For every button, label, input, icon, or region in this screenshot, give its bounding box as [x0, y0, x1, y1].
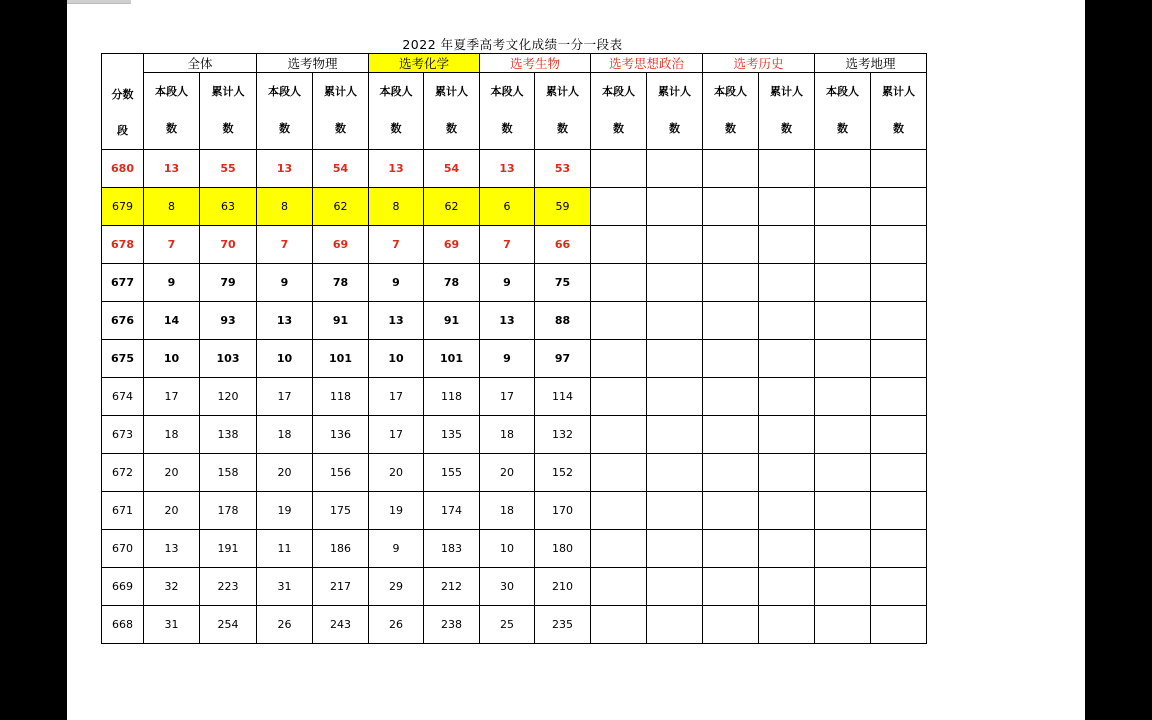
count-cell: 8 — [144, 188, 200, 226]
count-cell: 20 — [257, 454, 313, 492]
column-header-segment-count — [703, 73, 759, 150]
count-cell: 13 — [257, 150, 313, 188]
count-cell: 243 — [313, 606, 369, 644]
column-header-text: 数 — [725, 122, 736, 135]
count-cell — [591, 568, 647, 606]
page-corner-tab — [67, 0, 131, 4]
count-cell — [647, 226, 703, 264]
count-cell: 7 — [257, 226, 313, 264]
table-row — [102, 226, 927, 264]
count-cell — [871, 492, 927, 530]
score-cell: 677 — [102, 264, 144, 302]
count-cell — [647, 378, 703, 416]
count-cell — [871, 226, 927, 264]
column-header-segment-count — [480, 73, 535, 150]
column-header-text: 累计人 — [435, 85, 468, 98]
table-row — [102, 378, 927, 416]
count-cell: 186 — [313, 530, 369, 568]
count-cell — [591, 340, 647, 378]
count-cell: 54 — [313, 150, 369, 188]
count-cell — [703, 568, 759, 606]
column-header-text: 累计人 — [882, 85, 915, 98]
count-cell: 30 — [480, 568, 535, 606]
count-cell — [591, 378, 647, 416]
count-cell — [591, 492, 647, 530]
score-cell: 672 — [102, 454, 144, 492]
column-header-text: 数 — [279, 122, 290, 135]
count-cell: 136 — [313, 416, 369, 454]
count-cell: 183 — [424, 530, 480, 568]
score-cell: 670 — [102, 530, 144, 568]
column-header-text: 数 — [613, 122, 624, 135]
count-cell: 20 — [144, 492, 200, 530]
count-cell — [759, 340, 815, 378]
count-cell — [591, 150, 647, 188]
count-cell — [871, 416, 927, 454]
score-cell: 669 — [102, 568, 144, 606]
count-cell: 132 — [535, 416, 591, 454]
column-header-row — [102, 73, 927, 150]
count-cell: 88 — [535, 302, 591, 340]
count-cell — [703, 150, 759, 188]
count-cell — [871, 454, 927, 492]
count-cell: 7 — [480, 226, 535, 264]
count-cell: 8 — [257, 188, 313, 226]
count-cell: 13 — [369, 302, 424, 340]
count-cell — [759, 302, 815, 340]
document-title: 2022 年夏季高考文化成绩一分一段表 — [402, 37, 623, 52]
count-cell — [815, 302, 871, 340]
count-cell: 63 — [200, 188, 257, 226]
count-cell: 26 — [257, 606, 313, 644]
count-cell: 170 — [535, 492, 591, 530]
column-header-cumulative-count — [200, 73, 257, 150]
count-cell: 13 — [144, 530, 200, 568]
count-cell: 10 — [480, 530, 535, 568]
score-cell: 678 — [102, 226, 144, 264]
count-cell: 103 — [200, 340, 257, 378]
count-cell: 135 — [424, 416, 480, 454]
count-cell: 9 — [480, 340, 535, 378]
column-header-text: 数 — [390, 122, 402, 135]
count-cell — [647, 188, 703, 226]
count-cell — [647, 454, 703, 492]
count-cell: 8 — [369, 188, 424, 226]
count-cell: 17 — [480, 378, 535, 416]
score-cell: 679 — [102, 188, 144, 226]
score-cell: 674 — [102, 378, 144, 416]
table-row — [102, 416, 927, 454]
count-cell — [591, 416, 647, 454]
count-cell: 178 — [200, 492, 257, 530]
column-header-text: 累计人 — [211, 85, 245, 98]
count-cell — [647, 150, 703, 188]
subject-header-row — [102, 54, 927, 73]
count-cell — [591, 530, 647, 568]
count-cell — [591, 606, 647, 644]
count-cell: 93 — [200, 302, 257, 340]
count-cell: 235 — [535, 606, 591, 644]
count-cell — [871, 188, 927, 226]
score-cell: 671 — [102, 492, 144, 530]
column-header-cumulative-count — [871, 73, 927, 150]
column-header-cumulative-count — [535, 73, 591, 150]
subject-header-chemistry: 选考化学 — [369, 54, 480, 73]
count-cell — [591, 226, 647, 264]
count-cell: 101 — [313, 340, 369, 378]
count-cell — [871, 302, 927, 340]
count-cell — [815, 264, 871, 302]
count-cell — [759, 492, 815, 530]
count-cell: 9 — [257, 264, 313, 302]
count-cell — [815, 150, 871, 188]
count-cell: 20 — [369, 454, 424, 492]
subject-header-geography: 选考地理 — [815, 54, 927, 73]
count-cell: 13 — [480, 302, 535, 340]
count-cell — [871, 340, 927, 378]
count-cell — [759, 530, 815, 568]
count-cell — [703, 302, 759, 340]
count-cell: 156 — [313, 454, 369, 492]
column-header-text: 本段人 — [602, 85, 635, 98]
count-cell: 66 — [535, 226, 591, 264]
column-header-segment-count — [257, 73, 313, 150]
column-header-text: 数 — [893, 122, 904, 135]
column-header-text: 数 — [335, 122, 346, 135]
count-cell: 18 — [144, 416, 200, 454]
count-cell: 9 — [480, 264, 535, 302]
count-cell: 17 — [369, 416, 424, 454]
column-header-text: 累计人 — [546, 85, 579, 98]
column-header-text: 累计人 — [770, 85, 803, 98]
count-cell — [871, 378, 927, 416]
score-cell: 673 — [102, 416, 144, 454]
table-row — [102, 454, 927, 492]
count-cell: 175 — [313, 492, 369, 530]
count-cell: 20 — [144, 454, 200, 492]
count-cell: 19 — [369, 492, 424, 530]
count-cell: 55 — [200, 150, 257, 188]
table-row — [102, 302, 927, 340]
count-cell: 13 — [257, 302, 313, 340]
count-cell: 13 — [144, 150, 200, 188]
column-header-text: 本段人 — [826, 85, 859, 98]
count-cell — [759, 226, 815, 264]
subject-header-biology: 选考生物 — [480, 54, 591, 73]
table-row — [102, 340, 927, 378]
count-cell: 14 — [144, 302, 200, 340]
count-cell: 138 — [200, 416, 257, 454]
count-cell — [591, 188, 647, 226]
count-cell: 59 — [535, 188, 591, 226]
count-cell — [759, 188, 815, 226]
count-cell: 53 — [535, 150, 591, 188]
subject-header-history: 选考历史 — [703, 54, 815, 73]
count-cell — [815, 454, 871, 492]
count-cell: 118 — [424, 378, 480, 416]
count-cell: 79 — [200, 264, 257, 302]
table-row — [102, 188, 927, 226]
count-cell: 18 — [257, 416, 313, 454]
column-header-text: 本段人 — [379, 85, 413, 98]
count-cell: 9 — [144, 264, 200, 302]
column-header-segment-count — [144, 73, 200, 150]
table-row — [102, 568, 927, 606]
count-cell — [815, 416, 871, 454]
count-cell: 217 — [313, 568, 369, 606]
column-header-cumulative-count — [313, 73, 369, 150]
count-cell — [759, 606, 815, 644]
count-cell: 212 — [424, 568, 480, 606]
count-cell: 9 — [369, 264, 424, 302]
count-cell — [591, 302, 647, 340]
count-cell — [703, 454, 759, 492]
count-cell — [759, 454, 815, 492]
subject-header-politics: 选考思想政治 — [591, 54, 703, 73]
count-cell — [815, 606, 871, 644]
score-cell: 668 — [102, 606, 144, 644]
column-header-text: 数 — [837, 122, 848, 135]
count-cell — [815, 226, 871, 264]
column-header-text: 累计人 — [658, 85, 691, 98]
count-cell: 118 — [313, 378, 369, 416]
column-header-segment-count — [591, 73, 647, 150]
count-cell: 29 — [369, 568, 424, 606]
count-cell — [647, 340, 703, 378]
count-cell — [703, 492, 759, 530]
count-cell: 7 — [144, 226, 200, 264]
table-row — [102, 264, 927, 302]
count-cell: 10 — [369, 340, 424, 378]
column-header-cumulative-count — [647, 73, 703, 150]
count-cell — [703, 188, 759, 226]
count-cell: 191 — [200, 530, 257, 568]
count-cell: 91 — [424, 302, 480, 340]
table-row — [102, 492, 927, 530]
count-cell — [815, 530, 871, 568]
count-cell: 31 — [144, 606, 200, 644]
table-row — [102, 150, 927, 188]
column-header-text: 累计人 — [324, 85, 357, 98]
count-cell: 62 — [424, 188, 480, 226]
count-cell — [759, 150, 815, 188]
count-cell — [647, 606, 703, 644]
table-body — [102, 54, 927, 644]
column-header-text: 数 — [557, 122, 568, 135]
subject-header-physics: 选考物理 — [257, 54, 369, 73]
count-cell: 223 — [200, 568, 257, 606]
score-column-header — [102, 54, 144, 150]
count-cell — [871, 606, 927, 644]
count-cell: 120 — [200, 378, 257, 416]
count-cell: 19 — [257, 492, 313, 530]
count-cell: 69 — [424, 226, 480, 264]
column-header-text: 数 — [222, 122, 234, 135]
count-cell — [647, 416, 703, 454]
count-cell — [871, 530, 927, 568]
count-cell: 180 — [535, 530, 591, 568]
count-cell — [815, 340, 871, 378]
count-cell: 54 — [424, 150, 480, 188]
count-cell: 7 — [369, 226, 424, 264]
count-cell: 17 — [369, 378, 424, 416]
count-cell — [815, 188, 871, 226]
count-cell: 10 — [257, 340, 313, 378]
count-cell: 75 — [535, 264, 591, 302]
count-cell: 78 — [313, 264, 369, 302]
count-cell: 13 — [369, 150, 424, 188]
column-header-text: 数 — [446, 122, 457, 135]
document-page — [67, 0, 1085, 720]
count-cell: 32 — [144, 568, 200, 606]
count-cell — [703, 416, 759, 454]
count-cell: 18 — [480, 416, 535, 454]
count-cell — [703, 530, 759, 568]
count-cell — [647, 568, 703, 606]
count-cell: 174 — [424, 492, 480, 530]
count-cell — [759, 568, 815, 606]
count-cell: 18 — [480, 492, 535, 530]
count-cell — [703, 340, 759, 378]
count-cell: 10 — [144, 340, 200, 378]
score-header-line1: 分数 — [111, 87, 134, 101]
count-cell: 31 — [257, 568, 313, 606]
count-cell: 6 — [480, 188, 535, 226]
column-header-cumulative-count — [759, 73, 815, 150]
column-header-text: 本段人 — [268, 85, 301, 98]
count-cell — [815, 378, 871, 416]
count-cell — [591, 454, 647, 492]
count-cell: 13 — [480, 150, 535, 188]
count-cell — [759, 416, 815, 454]
count-cell: 17 — [257, 378, 313, 416]
count-cell: 11 — [257, 530, 313, 568]
count-cell — [871, 264, 927, 302]
score-distribution-table — [101, 53, 927, 644]
count-cell: 158 — [200, 454, 257, 492]
count-cell — [647, 302, 703, 340]
count-cell — [703, 264, 759, 302]
count-cell — [871, 150, 927, 188]
count-cell: 26 — [369, 606, 424, 644]
count-cell — [591, 264, 647, 302]
column-header-segment-count — [369, 73, 424, 150]
column-header-cumulative-count — [424, 73, 480, 150]
count-cell: 210 — [535, 568, 591, 606]
count-cell — [647, 492, 703, 530]
count-cell: 101 — [424, 340, 480, 378]
count-cell — [759, 264, 815, 302]
count-cell: 9 — [369, 530, 424, 568]
count-cell: 69 — [313, 226, 369, 264]
count-cell: 152 — [535, 454, 591, 492]
count-cell: 254 — [200, 606, 257, 644]
count-cell: 62 — [313, 188, 369, 226]
score-cell: 680 — [102, 150, 144, 188]
count-cell: 97 — [535, 340, 591, 378]
column-header-text: 数 — [166, 122, 177, 135]
score-cell: 676 — [102, 302, 144, 340]
column-header-text: 本段人 — [714, 85, 747, 98]
count-cell — [647, 530, 703, 568]
count-cell — [703, 606, 759, 644]
column-header-text: 本段人 — [155, 85, 188, 98]
count-cell: 114 — [535, 378, 591, 416]
count-cell: 238 — [424, 606, 480, 644]
column-header-text: 数 — [781, 122, 792, 135]
count-cell: 155 — [424, 454, 480, 492]
count-cell: 17 — [144, 378, 200, 416]
subject-header-all: 全体 — [144, 54, 257, 73]
count-cell — [871, 568, 927, 606]
score-header-line2: 段 — [117, 123, 128, 137]
table-row — [102, 606, 927, 644]
count-cell — [703, 226, 759, 264]
table-row — [102, 530, 927, 568]
column-header-text: 数 — [669, 122, 680, 135]
column-header-text: 数 — [501, 122, 513, 135]
count-cell: 70 — [200, 226, 257, 264]
column-header-text: 本段人 — [490, 85, 524, 98]
count-cell: 91 — [313, 302, 369, 340]
count-cell: 78 — [424, 264, 480, 302]
count-cell — [703, 378, 759, 416]
count-cell — [815, 492, 871, 530]
count-cell — [815, 568, 871, 606]
score-cell: 675 — [102, 340, 144, 378]
count-cell: 20 — [480, 454, 535, 492]
count-cell: 25 — [480, 606, 535, 644]
count-cell — [647, 264, 703, 302]
count-cell — [759, 378, 815, 416]
column-header-segment-count — [815, 73, 871, 150]
